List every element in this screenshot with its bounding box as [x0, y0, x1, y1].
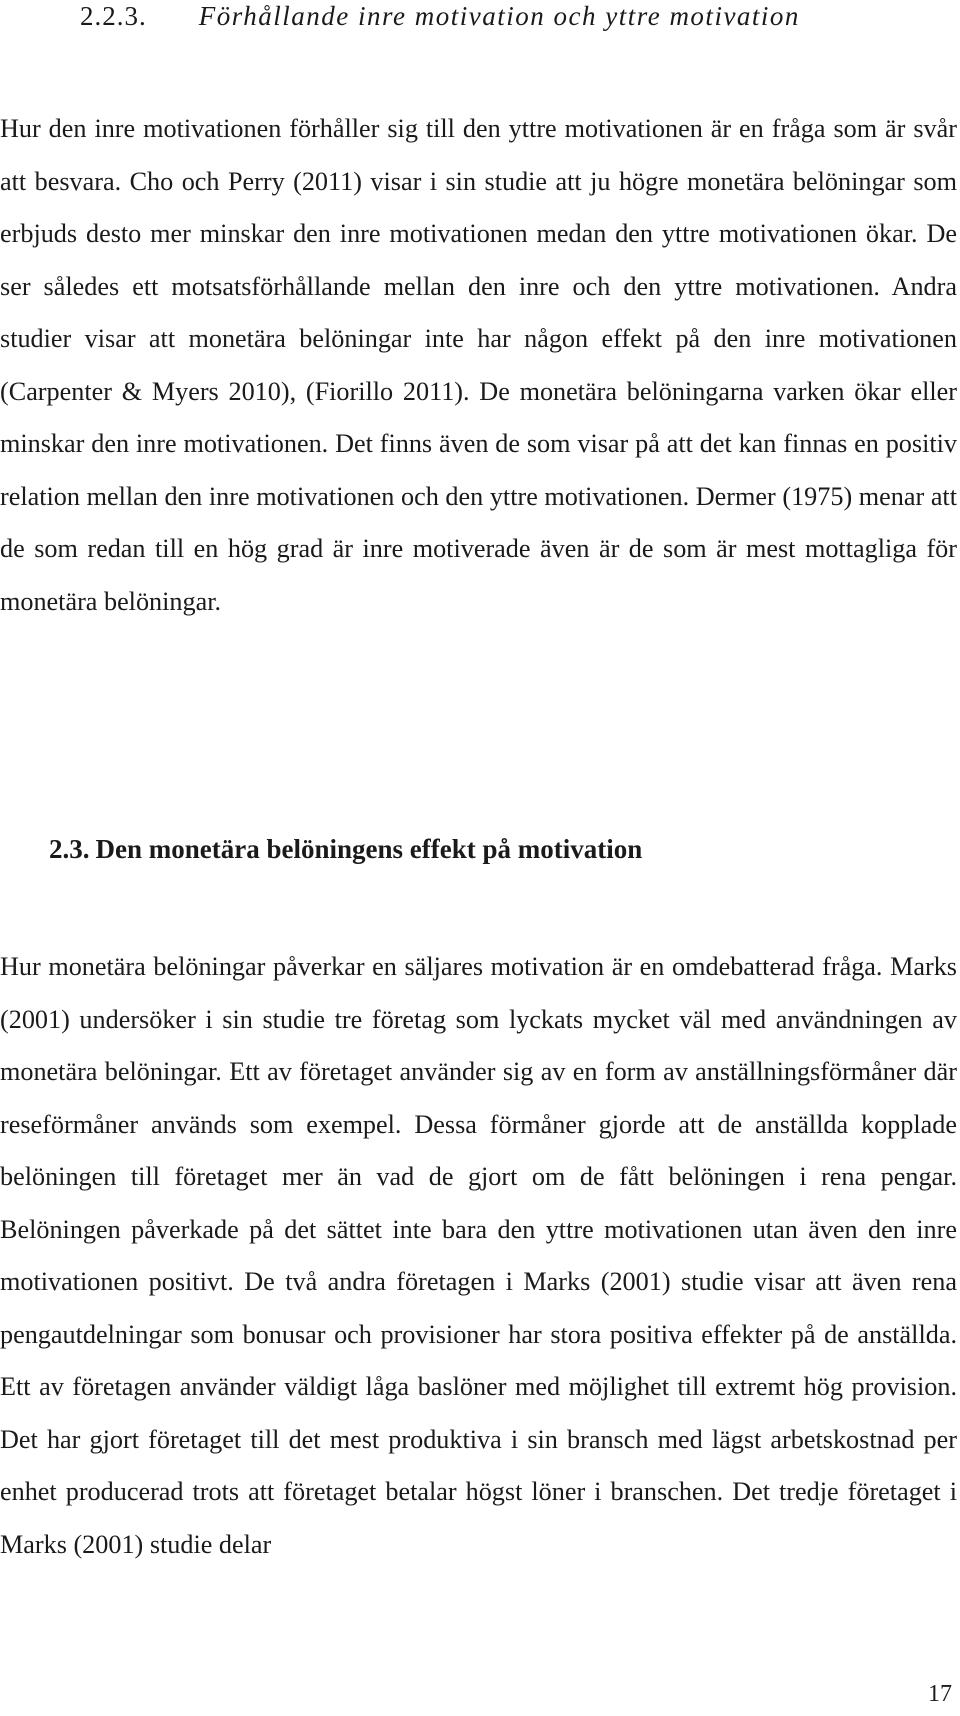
- section-number: 2.2.3.: [80, 1, 147, 31]
- body-paragraph: Hur den inre motivationen förhåller sig till den yttre motivationen är en fråga som är svår att besvara. Cho och Perry (2011) visar i sin studie att ju högre monetära belöningar som erbjuds desto mer minskar den inre motivationen medan den yttre motivationen ökar. De ser således ett motsatsförhållande mellan den inre och den yttre motivationen. Andra studier visar att monetära belöningar inte har någon effekt på den inre motivationen (Carpenter & Myers 2010), (Fiorillo 2011). De monetära belöningarna varken ökar eller minskar den inre motivationen. Det finns även de som visar på att det kan finnas en positiv relation mellan den inre motivationen och den yttre motivationen. Dermer (1975) menar att de som redan till en hög grad är inre motiverade även är de som är mest mottagliga för monetära belöningar.: [0, 114, 957, 616]
- page-number: 17: [928, 1681, 952, 1707]
- section-heading-2-2-3: [80, 0, 950, 32]
- section-heading-2-3: [49, 832, 642, 866]
- section-title: Förhållande inre motivation och yttre motivation: [198, 1, 800, 31]
- section-title: Den monetära belöningens effekt på motivation: [95, 834, 643, 864]
- section-number: 2.3.: [49, 834, 90, 864]
- body-paragraph: Hur monetära belöningar påverkar en säljares motivation är en omdebatterad fråga. Marks (2001) undersöker i sin studie tre företag som lyckats mycket väl med användningen av monetära belöningar. Ett av företaget använder sig av en form av anställningsförmåner där reseförmåner används som exempel. Dessa förmåner gjorde att de anställda kopplade belöningen till företaget mer än vad de gjort om de fått belöningen i rena pengar. Belöningen påverkade på det sättet inte bara den yttre motivationen utan även den inre motivationen positivt. De två andra företagen i Marks (2001) studie visar att även rena pengautdelningar som bonusar och provisioner har stora positiva effekter på de anställda. Ett av företagen använder väldigt låga baslöner med möjlighet till extremt hög provision. Det har gjort företaget till det mest produktiva i sin bransch med lägst arbetskostnad per enhet producerad trots att företaget betalar högst löner i branschen. Det tredje företaget i Marks (2001) studie delar: [0, 952, 957, 1559]
